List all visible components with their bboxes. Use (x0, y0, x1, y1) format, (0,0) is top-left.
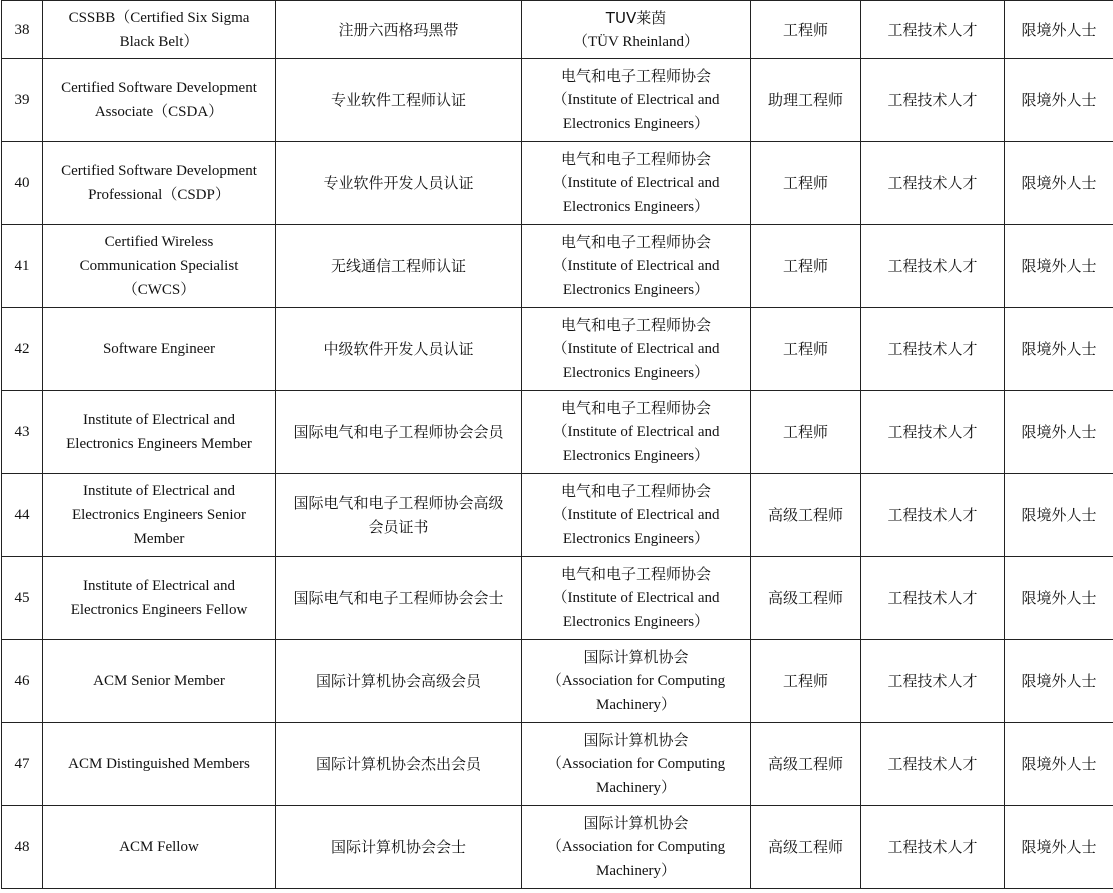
certificate-english-name (43, 59, 276, 142)
text-line: Associate（CSDA） (94, 104, 224, 120)
row-number: 41 (2, 225, 43, 308)
row-number: 43 (2, 391, 43, 474)
certificate-english-name (43, 142, 276, 225)
applicable-scope: 限境外人士 (1005, 806, 1113, 889)
row-number: 44 (2, 474, 43, 557)
text-line: （Institute of Electrical and (552, 92, 720, 108)
certificate-chinese-name (276, 723, 522, 806)
row-number: 46 (2, 640, 43, 723)
text-line: TUV莱茵 (605, 8, 667, 27)
text-line: Electronics Engineers） (562, 365, 710, 381)
text-line: 专业软件开发人员认证 (323, 174, 474, 192)
table-row (2, 308, 1113, 391)
table-row (2, 142, 1113, 225)
text-line: 国际计算机协会杰出会员 (315, 755, 481, 773)
talent-category: 工程技术人才 (861, 391, 1005, 474)
talent-category: 工程技术人才 (861, 308, 1005, 391)
table-row (2, 806, 1113, 889)
text-line: 国际计算机协会 (583, 731, 689, 749)
applicable-scope: 限境外人士 (1005, 640, 1113, 723)
text-line: 国际计算机协会 (583, 648, 689, 666)
applicable-scope: 限境外人士 (1005, 142, 1113, 225)
text-line: Institute of Electrical and (82, 483, 236, 499)
certificate-chinese-name (276, 474, 522, 557)
certificate-chinese-name (276, 557, 522, 640)
table-row (2, 557, 1113, 640)
certificate-english-name (43, 308, 276, 391)
certificate-chinese-name (276, 640, 522, 723)
applicable-scope: 限境外人士 (1005, 308, 1113, 391)
text-line: Electronics Engineers） (562, 199, 710, 215)
text-line: 电气和电子工程师协会 (560, 482, 711, 500)
text-line: 无线通信工程师认证 (330, 257, 466, 275)
text-line: 电气和电子工程师协会 (560, 316, 711, 334)
text-line: 电气和电子工程师协会 (560, 67, 711, 85)
table-row (2, 723, 1113, 806)
certificate-english-name (43, 474, 276, 557)
row-number: 47 (2, 723, 43, 806)
text-line: Electronics Engineers Member (66, 436, 252, 452)
issuing-organization (522, 557, 751, 640)
issuing-organization (522, 391, 751, 474)
certificate-chinese-name (276, 59, 522, 142)
text-line: Institute of Electrical and (82, 578, 236, 594)
text-line: （Institute of Electrical and (552, 507, 720, 523)
text-line: ACM Fellow (119, 839, 199, 855)
text-line: Electronics Engineers Fellow (70, 602, 248, 618)
issuing-organization (522, 1, 751, 59)
certificate-chinese-name (276, 806, 522, 889)
text-line: （Institute of Electrical and (552, 258, 720, 274)
equivalent-level: 高级工程师 (751, 806, 861, 889)
equivalent-level: 工程师 (751, 225, 861, 308)
row-number: 40 (2, 142, 43, 225)
talent-category: 工程技术人才 (861, 640, 1005, 723)
text-line: 注册六西格玛黑带 (338, 20, 459, 39)
text-line: （TÜV Rheinland） (573, 33, 699, 50)
row-number: 39 (2, 59, 43, 142)
text-line: （Association for Computing (546, 839, 726, 855)
text-line: Black Belt） (119, 33, 199, 50)
text-line: Electronics Engineers） (562, 448, 710, 464)
table-row (2, 225, 1113, 308)
issuing-organization (522, 142, 751, 225)
issuing-organization (522, 59, 751, 142)
applicable-scope: 限境外人士 (1005, 391, 1113, 474)
text-line: Member (133, 531, 185, 547)
text-line: Electronics Engineers） (562, 282, 710, 298)
certificate-english-name (43, 1, 276, 59)
text-line: 国际计算机协会 (583, 814, 689, 832)
table-row (2, 640, 1113, 723)
issuing-organization (522, 640, 751, 723)
text-line: 电气和电子工程师协会 (560, 565, 711, 583)
text-line: Professional（CSDP） (88, 187, 230, 203)
text-line: Software Engineer (102, 341, 216, 357)
text-line: 专业软件工程师认证 (330, 91, 466, 109)
certificate-english-name (43, 806, 276, 889)
equivalent-level: 高级工程师 (751, 474, 861, 557)
certificate-english-name (43, 225, 276, 308)
text-line: Certified Software Development (61, 163, 257, 179)
text-line: 电气和电子工程师协会 (560, 150, 711, 168)
text-line: （Institute of Electrical and (552, 175, 720, 191)
text-line: （Institute of Electrical and (552, 590, 720, 606)
text-line: Electronics Engineers Senior (71, 507, 247, 523)
talent-category: 工程技术人才 (861, 225, 1005, 308)
text-line: 电气和电子工程师协会 (560, 233, 711, 251)
applicable-scope: 限境外人士 (1005, 474, 1113, 557)
text-line: ACM Distinguished Members (68, 756, 250, 772)
certification-table (1, 0, 1113, 889)
text-line: （Institute of Electrical and (552, 341, 720, 357)
issuing-organization (522, 474, 751, 557)
talent-category: 工程技术人才 (861, 474, 1005, 557)
row-number: 48 (2, 806, 43, 889)
text-line: 国际电气和电子工程师协会会士 (293, 589, 504, 607)
text-line: 中级软件开发人员认证 (323, 340, 474, 358)
text-line: Certified Software Development (61, 80, 257, 96)
row-number: 38 (2, 1, 43, 59)
issuing-organization (522, 723, 751, 806)
equivalent-level: 工程师 (751, 640, 861, 723)
text-line: 国际电气和电子工程师协会会员 (293, 423, 504, 441)
text-line: Electronics Engineers） (562, 614, 710, 630)
table-row (2, 391, 1113, 474)
text-line: （Institute of Electrical and (552, 424, 720, 440)
certificate-chinese-name (276, 225, 522, 308)
text-line: 电气和电子工程师协会 (560, 399, 711, 417)
issuing-organization (522, 308, 751, 391)
certificate-chinese-name (276, 1, 522, 59)
table-row (2, 1, 1113, 59)
text-line: Machinery） (596, 780, 676, 796)
talent-category: 工程技术人才 (861, 723, 1005, 806)
equivalent-level: 工程师 (751, 308, 861, 391)
table-body (2, 1, 1113, 889)
text-line: 国际计算机协会高级会员 (315, 672, 481, 690)
certificate-english-name (43, 723, 276, 806)
text-line: Machinery） (596, 697, 676, 713)
talent-category: 工程技术人才 (861, 1, 1005, 59)
talent-category: 工程技术人才 (861, 806, 1005, 889)
issuing-organization (522, 806, 751, 889)
equivalent-level: 工程师 (751, 142, 861, 225)
certificate-chinese-name (276, 308, 522, 391)
text-line: 会员证书 (368, 518, 429, 536)
text-line: （Association for Computing (546, 673, 726, 689)
text-line: 国际电气和电子工程师协会高级 (293, 494, 504, 512)
equivalent-level: 工程师 (751, 391, 861, 474)
certificate-english-name (43, 391, 276, 474)
table-row (2, 59, 1113, 142)
text-line: Communication Specialist (79, 258, 239, 274)
text-line: Machinery） (596, 863, 676, 879)
talent-category: 工程技术人才 (861, 557, 1005, 640)
certificate-english-name (43, 557, 276, 640)
issuing-organization (522, 225, 751, 308)
certificate-chinese-name (276, 142, 522, 225)
text-line: Certified Wireless (104, 234, 214, 250)
talent-category: 工程技术人才 (861, 59, 1005, 142)
applicable-scope: 限境外人士 (1005, 59, 1113, 142)
certificate-english-name (43, 640, 276, 723)
equivalent-level: 助理工程师 (751, 59, 861, 142)
text-line: Electronics Engineers） (562, 531, 710, 547)
certificate-chinese-name (276, 391, 522, 474)
equivalent-level: 工程师 (751, 1, 861, 59)
row-number: 45 (2, 557, 43, 640)
text-line: 国际计算机协会会士 (330, 838, 466, 856)
text-line: （Association for Computing (546, 756, 726, 772)
text-line: （CWCS） (122, 282, 196, 298)
text-line: ACM Senior Member (93, 673, 225, 689)
equivalent-level: 高级工程师 (751, 723, 861, 806)
applicable-scope: 限境外人士 (1005, 1, 1113, 59)
applicable-scope: 限境外人士 (1005, 225, 1113, 308)
text-line: Institute of Electrical and (82, 412, 236, 428)
talent-category: 工程技术人才 (861, 142, 1005, 225)
applicable-scope: 限境外人士 (1005, 723, 1113, 806)
table-row (2, 474, 1113, 557)
row-number: 42 (2, 308, 43, 391)
applicable-scope: 限境外人士 (1005, 557, 1113, 640)
text-line: Electronics Engineers） (562, 116, 710, 132)
equivalent-level: 高级工程师 (751, 557, 861, 640)
text-line: CSSBB（Certified Six Sigma (68, 9, 250, 26)
